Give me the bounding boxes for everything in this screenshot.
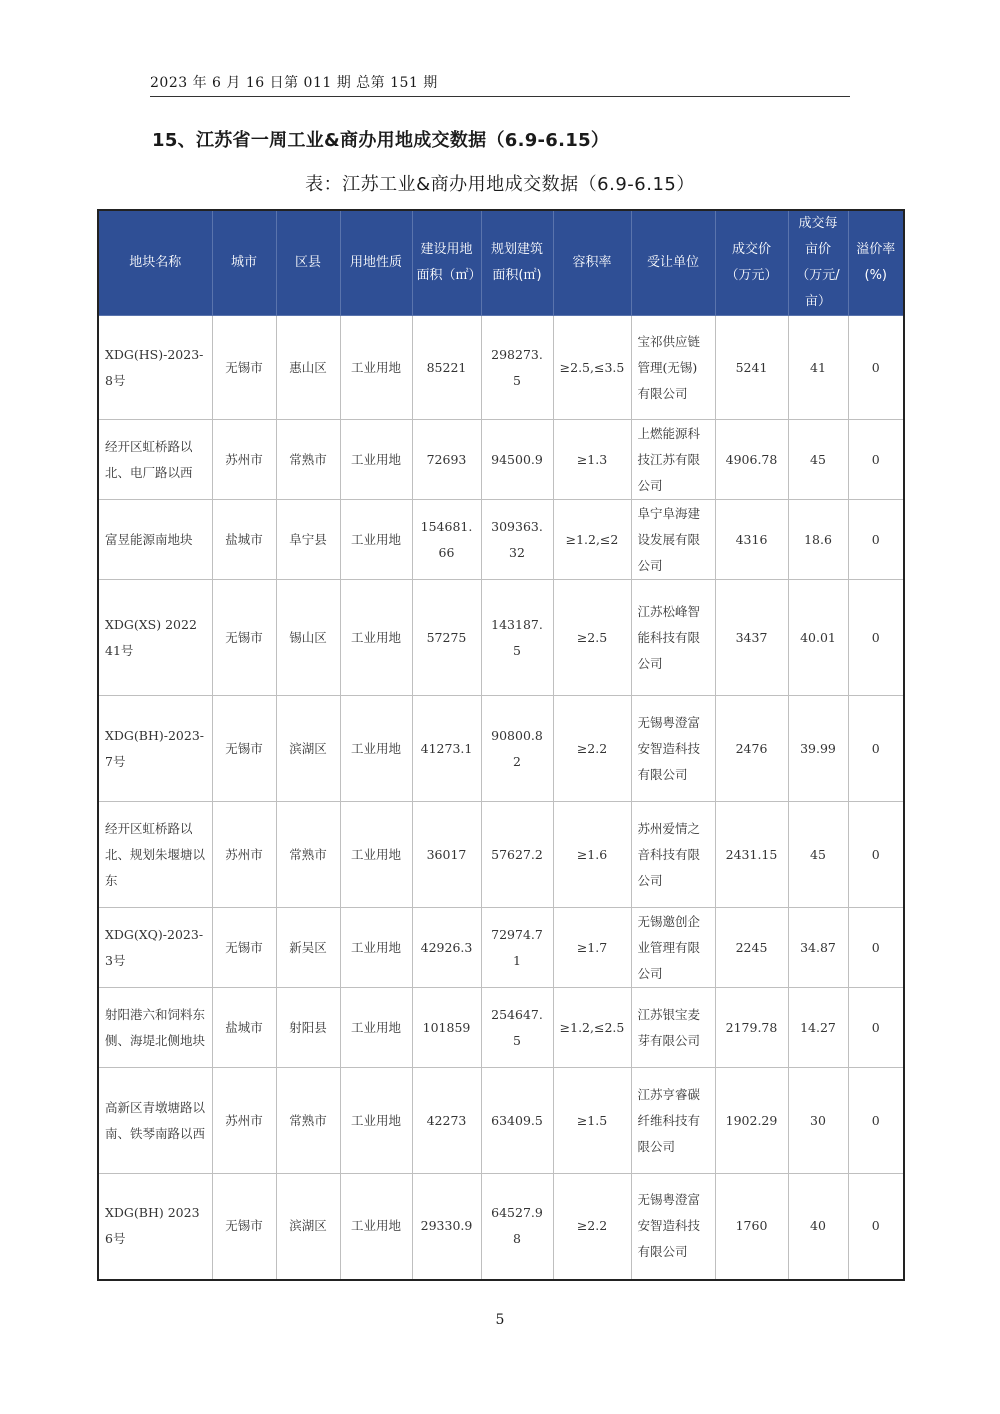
cell-premium-rate: 0 bbox=[848, 316, 904, 420]
cell-city: 无锡市 bbox=[212, 908, 276, 988]
cell-land-use: 工业用地 bbox=[340, 316, 412, 420]
header-price-per-mu: 成交每亩价（万元/亩） bbox=[788, 210, 848, 316]
cell-plot-name: XDG(XS) 2022 41号 bbox=[98, 580, 212, 696]
cell-price: 3437 bbox=[715, 580, 788, 696]
cell-plot-ratio: ≥1.2,≤2 bbox=[553, 500, 631, 580]
cell-site-area: 85221 bbox=[412, 316, 481, 420]
header-planned-floor-area: 规划建筑面积(㎡) bbox=[481, 210, 553, 316]
header-price: 成交价（万元） bbox=[715, 210, 788, 316]
cell-site-area: 101859 bbox=[412, 988, 481, 1068]
cell-district: 常熟市 bbox=[276, 1068, 340, 1174]
cell-city: 无锡市 bbox=[212, 316, 276, 420]
cell-price-per-mu: 14.27 bbox=[788, 988, 848, 1068]
cell-price-per-mu: 39.99 bbox=[788, 696, 848, 802]
table-row bbox=[98, 1068, 904, 1174]
cell-plot-ratio: ≥2.2 bbox=[553, 696, 631, 802]
table-row bbox=[98, 988, 904, 1068]
cell-plot-ratio: ≥1.3 bbox=[553, 420, 631, 500]
cell-plot-name: XDG(XQ)-2023-3号 bbox=[98, 908, 212, 988]
table-row bbox=[98, 500, 904, 580]
cell-buyer: 江苏亨睿碳纤维科技有限公司 bbox=[631, 1068, 715, 1174]
cell-plot-name: 射阳港六和饲料东侧、海堤北侧地块 bbox=[98, 988, 212, 1068]
cell-site-area: 41273.1 bbox=[412, 696, 481, 802]
cell-premium-rate: 0 bbox=[848, 1068, 904, 1174]
cell-plot-name: XDG(HS)-2023-8号 bbox=[98, 316, 212, 420]
cell-planned-floor-area: 64527.98 bbox=[481, 1174, 553, 1280]
cell-district: 常熟市 bbox=[276, 420, 340, 500]
section-title: 15、江苏省一周工业&商办用地成交数据（6.9-6.15） bbox=[152, 130, 610, 151]
cell-site-area: 36017 bbox=[412, 802, 481, 908]
cell-price: 4906.78 bbox=[715, 420, 788, 500]
table-row bbox=[98, 580, 904, 696]
cell-plot-name: 经开区虹桥路以北、电厂路以西 bbox=[98, 420, 212, 500]
cell-land-use: 工业用地 bbox=[340, 420, 412, 500]
header-premium-rate: 溢价率(%) bbox=[848, 210, 904, 316]
page-number: 5 bbox=[495, 1312, 505, 1328]
land-transaction-table-container bbox=[97, 209, 903, 1281]
cell-district: 射阳县 bbox=[276, 988, 340, 1068]
cell-city: 苏州市 bbox=[212, 420, 276, 500]
cell-plot-name: XDG(BH)-2023-7号 bbox=[98, 696, 212, 802]
cell-site-area: 42926.3 bbox=[412, 908, 481, 988]
table-caption: 表：江苏工业&商办用地成交数据（6.9-6.15） bbox=[305, 174, 695, 195]
table-row bbox=[98, 908, 904, 988]
cell-premium-rate: 0 bbox=[848, 802, 904, 908]
cell-buyer: 上燃能源科技江苏有限公司 bbox=[631, 420, 715, 500]
cell-price-per-mu: 41 bbox=[788, 316, 848, 420]
table-row bbox=[98, 1174, 904, 1280]
cell-price-per-mu: 40 bbox=[788, 1174, 848, 1280]
cell-plot-ratio: ≥1.7 bbox=[553, 908, 631, 988]
cell-premium-rate: 0 bbox=[848, 420, 904, 500]
cell-land-use: 工业用地 bbox=[340, 1174, 412, 1280]
cell-price-per-mu: 40.01 bbox=[788, 580, 848, 696]
cell-land-use: 工业用地 bbox=[340, 802, 412, 908]
cell-plot-name: 经开区虹桥路以北、规划朱堰塘以东 bbox=[98, 802, 212, 908]
cell-plot-name: 高新区青墩塘路以南、铁琴南路以西 bbox=[98, 1068, 212, 1174]
cell-site-area: 72693 bbox=[412, 420, 481, 500]
header-site-area: 建设用地面积（㎡） bbox=[412, 210, 481, 316]
cell-price: 2431.15 bbox=[715, 802, 788, 908]
header-plot-name: 地块名称 bbox=[98, 210, 212, 316]
cell-buyer: 宝祁供应链管理(无锡)有限公司 bbox=[631, 316, 715, 420]
cell-planned-floor-area: 254647.5 bbox=[481, 988, 553, 1068]
table-row bbox=[98, 696, 904, 802]
cell-buyer: 无锡邀创企业管理有限公司 bbox=[631, 908, 715, 988]
cell-site-area: 42273 bbox=[412, 1068, 481, 1174]
table-row bbox=[98, 802, 904, 908]
cell-land-use: 工业用地 bbox=[340, 580, 412, 696]
cell-city: 苏州市 bbox=[212, 1068, 276, 1174]
cell-city: 盐城市 bbox=[212, 500, 276, 580]
cell-buyer: 阜宁阜海建设发展有限公司 bbox=[631, 500, 715, 580]
cell-district: 滨湖区 bbox=[276, 1174, 340, 1280]
cell-city: 盐城市 bbox=[212, 988, 276, 1068]
cell-price-per-mu: 45 bbox=[788, 420, 848, 500]
cell-land-use: 工业用地 bbox=[340, 500, 412, 580]
cell-site-area: 154681.66 bbox=[412, 500, 481, 580]
cell-premium-rate: 0 bbox=[848, 580, 904, 696]
header-land-use: 用地性质 bbox=[340, 210, 412, 316]
cell-district: 滨湖区 bbox=[276, 696, 340, 802]
cell-city: 无锡市 bbox=[212, 580, 276, 696]
cell-premium-rate: 0 bbox=[848, 696, 904, 802]
cell-plot-ratio: ≥1.6 bbox=[553, 802, 631, 908]
cell-buyer: 江苏松峰智能科技有限公司 bbox=[631, 580, 715, 696]
table-header-row bbox=[98, 210, 904, 316]
cell-price-per-mu: 18.6 bbox=[788, 500, 848, 580]
cell-city: 苏州市 bbox=[212, 802, 276, 908]
cell-site-area: 29330.9 bbox=[412, 1174, 481, 1280]
cell-planned-floor-area: 57627.2 bbox=[481, 802, 553, 908]
header-plot-ratio: 容积率 bbox=[553, 210, 631, 316]
cell-plot-name: XDG(BH) 2023 6号 bbox=[98, 1174, 212, 1280]
cell-buyer: 江苏银宝麦芽有限公司 bbox=[631, 988, 715, 1068]
cell-price: 1760 bbox=[715, 1174, 788, 1280]
header-buyer: 受让单位 bbox=[631, 210, 715, 316]
cell-plot-name: 富昱能源南地块 bbox=[98, 500, 212, 580]
cell-planned-floor-area: 90800.82 bbox=[481, 696, 553, 802]
cell-premium-rate: 0 bbox=[848, 908, 904, 988]
cell-price: 5241 bbox=[715, 316, 788, 420]
cell-price-per-mu: 45 bbox=[788, 802, 848, 908]
cell-district: 新吴区 bbox=[276, 908, 340, 988]
cell-buyer: 无锡粤澄富安智造科技有限公司 bbox=[631, 696, 715, 802]
cell-land-use: 工业用地 bbox=[340, 696, 412, 802]
cell-district: 常熟市 bbox=[276, 802, 340, 908]
cell-premium-rate: 0 bbox=[848, 500, 904, 580]
cell-city: 无锡市 bbox=[212, 696, 276, 802]
cell-price: 2476 bbox=[715, 696, 788, 802]
cell-plot-ratio: ≥1.2,≤2.5 bbox=[553, 988, 631, 1068]
cell-land-use: 工业用地 bbox=[340, 1068, 412, 1174]
land-transaction-table bbox=[97, 209, 905, 1281]
cell-planned-floor-area: 72974.71 bbox=[481, 908, 553, 988]
cell-site-area: 57275 bbox=[412, 580, 481, 696]
cell-buyer: 无锡粤澄富安智造科技有限公司 bbox=[631, 1174, 715, 1280]
cell-price-per-mu: 30 bbox=[788, 1068, 848, 1174]
cell-price: 4316 bbox=[715, 500, 788, 580]
table-body bbox=[98, 316, 904, 1280]
table-row bbox=[98, 316, 904, 420]
cell-planned-floor-area: 298273.5 bbox=[481, 316, 553, 420]
cell-land-use: 工业用地 bbox=[340, 908, 412, 988]
cell-premium-rate: 0 bbox=[848, 1174, 904, 1280]
cell-planned-floor-area: 63409.5 bbox=[481, 1068, 553, 1174]
cell-price-per-mu: 34.87 bbox=[788, 908, 848, 988]
cell-district: 锡山区 bbox=[276, 580, 340, 696]
cell-price: 2179.78 bbox=[715, 988, 788, 1068]
cell-plot-ratio: ≥2.2 bbox=[553, 1174, 631, 1280]
cell-district: 阜宁县 bbox=[276, 500, 340, 580]
cell-district: 惠山区 bbox=[276, 316, 340, 420]
cell-price: 2245 bbox=[715, 908, 788, 988]
cell-city: 无锡市 bbox=[212, 1174, 276, 1280]
header-city: 城市 bbox=[212, 210, 276, 316]
cell-land-use: 工业用地 bbox=[340, 988, 412, 1068]
cell-buyer: 苏州爱情之音科技有限公司 bbox=[631, 802, 715, 908]
table-row bbox=[98, 420, 904, 500]
cell-plot-ratio: ≥1.5 bbox=[553, 1068, 631, 1174]
cell-price: 1902.29 bbox=[715, 1068, 788, 1174]
issue-header: 2023 年 6 月 16 日第 011 期 总第 151 期 bbox=[150, 72, 850, 97]
cell-planned-floor-area: 309363.32 bbox=[481, 500, 553, 580]
cell-premium-rate: 0 bbox=[848, 988, 904, 1068]
cell-planned-floor-area: 143187.5 bbox=[481, 580, 553, 696]
cell-plot-ratio: ≥2.5 bbox=[553, 580, 631, 696]
header-district: 区县 bbox=[276, 210, 340, 316]
cell-planned-floor-area: 94500.9 bbox=[481, 420, 553, 500]
cell-plot-ratio: ≥2.5,≤3.5 bbox=[553, 316, 631, 420]
